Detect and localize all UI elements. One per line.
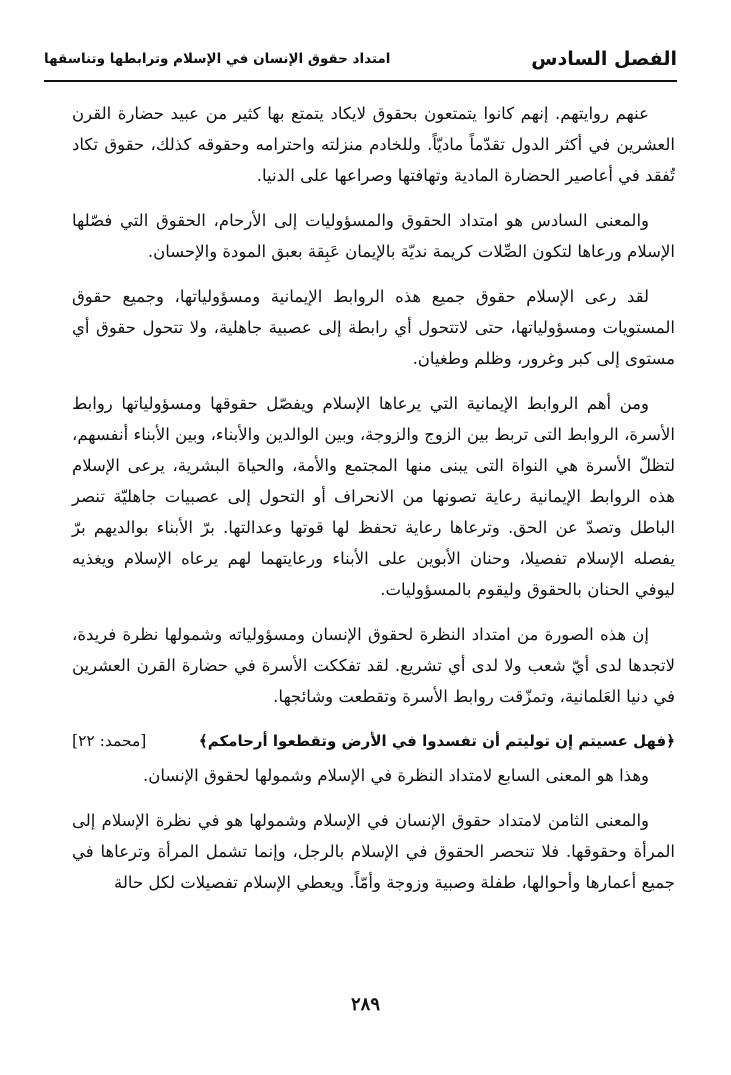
quran-verse: ﴿فهل عسيتم إن توليتم أن تفسدوا في الأرض وتقطعوا أرحامكم﴾ xyxy=(198,732,675,750)
paragraph-4: ومن أهم الروابط الإيمانية التي يرعاها الإسلام ويفصّل حقوقها ومسؤولياتها روابط الأسرة، الروابط التى تربط بين الزوج والزوجة، وبين الوالدين والأبناء، وبين الأبناء أنفسهم، لتظلّ الأسرة هي النواة التى يبنى منها المجتمع والأمة، والحياة البشرية، يرعى الإسلام هذه الروابط الإيمانية رعاية تصونها من الانحراف أو التحول إلى عصبيات جاهليّة تنصر الباطل وتصدّ عن الحق. وترعاها رعاية تحفظ لها قوتها وعدالتها. برّ الأبناء بوالديهم برّ يفصله الإسلام تفصيلا، وحنان الأبوين على الأبناء ورعايتهما لهم يرعاه الإسلام ويغذيه ليوفي الحنان بالحقوق وليقوم بالمسؤوليات. xyxy=(72,394,675,599)
running-header-title: امتداد حقوق الإنسان في الإسلام وترابطها وتناسقها xyxy=(44,51,391,67)
paragraph-6: وهذا هو المعنى السابع لامتداد النظرة في الإسلام وشمولها لحقوق الإنسان. xyxy=(143,766,649,785)
body-text xyxy=(72,98,675,912)
quran-quote xyxy=(72,726,675,757)
header-divider xyxy=(44,80,677,82)
chapter-label: الفصل السادس xyxy=(531,48,677,70)
page-number: ٢٨٩ xyxy=(350,994,380,1015)
quran-reference: [محمد: ٢٢] xyxy=(72,732,147,750)
paragraph-3: لقد رعى الإسلام حقوق جميع هذه الروابط الإيمانية ومسؤولياتها، وجميع حقوق المستويات ومسؤولياتها، حتى لاتتحول أي رابطة إلى عصبية جاهلية، ولا تتحول حقوق أي مستوى إلى كبر وغرور، وظلم وطغيان. xyxy=(72,287,675,368)
paragraph-2: والمعنى السادس هو امتداد الحقوق والمسؤوليات إلى الأرحام، الحقوق التي فصّلها الإسلام ورعاها لتكون الصِّلات كريمة نديّة بالإيمان عَبِقة بعبق المودة والإحسان. xyxy=(72,211,675,261)
paragraph-7: والمعنى الثامن لامتداد حقوق الإنسان في الإسلام وشمولها هو في نظرة الإسلام إلى المرأة وحقوقها. فلا تنحصر الحقوق في الإسلام بالرجل، وإنما تشمل المرأة وترعاها في جميع أعمارها وأحوالها، طفلة وصبية وزوجة وأمّاً. ويعطي الإسلام تفصيلات لكل حالة xyxy=(72,811,675,892)
running-header xyxy=(44,44,677,74)
paragraph-1: عنهم روايتهم. إنهم كانوا يتمتعون بحقوق لايكاد يتمتع بها كثير من عبيد حضارة القرن العشرين في أكثر الدول تقدّماً ماديّاً. وللخادم منزلته واحترامه وحقوقه كذلك، حقوق تكاد تُفقد في أعاصير الحضارة المادية وتهافتها وصراعها على الدنيا. xyxy=(72,104,675,185)
paragraph-5: إن هذه الصورة من امتداد النظرة لحقوق الإنسان ومسؤولياته وشمولها نظرة فريدة، لاتجدها لدى أيّ شعب ولا لدى أي تشريع. لقد تفككت الأسرة في حضارة القرن العشرين في دنيا العَلمانية، وتمزّقت روابط الأسرة وتقطعت وشائجها. xyxy=(72,625,675,706)
